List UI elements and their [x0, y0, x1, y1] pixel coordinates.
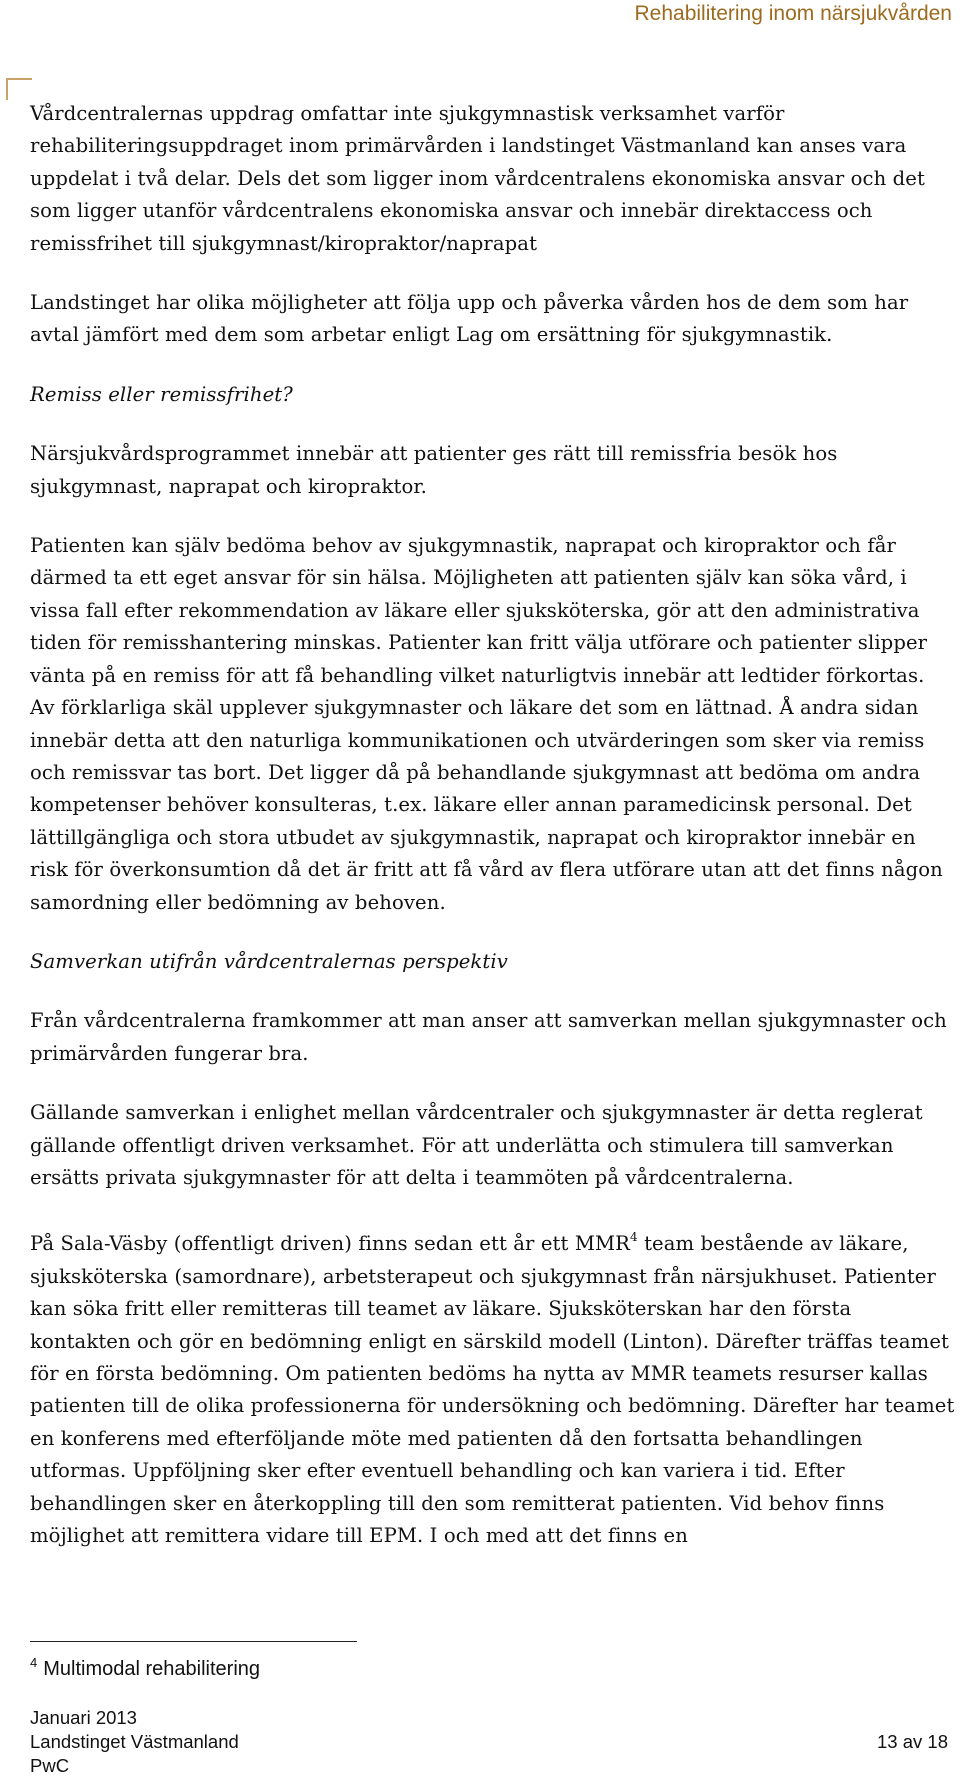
document-body	[30, 98, 955, 1579]
footnote-number: 4	[30, 1655, 38, 1670]
paragraph-2: Landstinget har olika möjligheter att följa upp och påverka vården hos de dem som har avtal jämfört med dem som arbetar enligt Lag om ersättning för sjukgymnastik.	[30, 291, 909, 347]
footnote-reference[interactable]: 4	[630, 1230, 638, 1245]
paragraph-7-start: På Sala-Väsby (offentligt driven) finns sedan ett år ett MMR	[30, 1232, 630, 1256]
running-header: Rehabilitering inom närsjukvården	[634, 2, 952, 25]
paragraph-1: Vårdcentralernas uppdrag omfattar inte sjukgymnastisk verksamhet varför rehabiliteringsuppdraget inom primärvården i landstinget Västmanland kan anses vara uppdelat i två delar. Dels det som ligger inom vårdcentralens ekonomiska ansvar och det som ligger utanför vårdcentralens ekonomiska ansvar och innebär direktaccess och remissfrihet till sjukgymnast/kiropraktor/naprapat	[30, 102, 925, 255]
paragraph-7-rest: team bestående av läkare, sjuksköterska (samordnare), arbetsterapeut och sjukgymnast från närsjukhuset. Patienter kan söka fritt eller remitteras till teamet av läkare. Sjuksköterskan har den första kontakten och gör en bedömning enligt en särskild modell (Linton). Därefter träffas teamet för en första bedömning. Om patienten bedöms ha nytta av MMR teamets resurser kallas patienten till de olika professionerna för undersökning och bedömning. Därefter har teamet en konferens med efterföljande möte med patienten då den fortsatta behandlingen utformas. Uppföljning sker efter eventuell behandling och kan variera i tid. Efter behandlingen sker en återkoppling till den som remitterat patienten. Vid behov finns möjlighet att remittera vidare till EPM. I och med att det finns en	[30, 1232, 955, 1548]
footer-firm: PwC	[30, 1755, 70, 1776]
footnote-text: Multimodal rehabilitering	[43, 1658, 261, 1680]
paragraph-5: Från vårdcentralerna framkommer att man anser att samverkan mellan sjukgymnaster och primärvården fungerar bra.	[30, 1009, 947, 1065]
corner-mark	[6, 78, 32, 100]
heading-samverkan: Samverkan utifrån vårdcentralernas perspektiv	[30, 949, 508, 973]
footer-date: Januari 2013	[30, 1707, 137, 1728]
page-number: 13 av 18	[877, 1731, 948, 1752]
footnote-divider	[30, 1641, 357, 1642]
paragraph-6: Gällande samverkan i enlighet mellan vårdcentraler och sjukgymnaster är detta reglerat gällande offentligt driven verksamhet. För att underlätta och stimulera till samverkan ersätts privata sjukgymnaster för att delta i teammöten på vårdcentralerna.	[30, 1101, 923, 1189]
heading-remiss: Remiss eller remissfrihet?	[30, 382, 293, 406]
paragraph-7	[30, 1221, 955, 1552]
footer-row	[30, 1730, 948, 1754]
footnote	[30, 1648, 260, 1684]
page-footer	[30, 1706, 948, 1778]
paragraph-4: Patienten kan själv bedöma behov av sjukgymnastik, naprapat och kiropraktor och får därmed ta ett eget ansvar för sin hälsa. Möjligheten att patienten själv kan söka vård, i vissa fall efter rekommendation av läkare eller sjuksköterska, gör att den administrativa tiden för remisshantering minskas. Patienter kan fritt välja utförare och patienter slipper vänta på en remiss för att få behandling vilket naturligtvis innebär att ledtider förkortas. Av förklarliga skäl upplever sjukgymnaster och läkare det som en lättnad. Å andra sidan innebär detta att den naturliga kommunikationen och utvärderingen som sker via remiss och remissvar tas bort. Det ligger då på behandlande sjukgymnast att bedöma om andra kompetenser behöver konsulteras, t.ex. läkare eller annan paramedicinsk personal. Det lättillgängliga och stora utbudet av sjukgymnastik, naprapat och kiropraktor innebär en risk för överkonsumtion då det är fritt att få vård av flera utförare utan att det finns någon samordning eller bedömning av behoven.	[30, 534, 943, 914]
paragraph-3: Närsjukvårdsprogrammet innebär att patienter ges rätt till remissfria besök hos sjukgymnast, naprapat och kiropraktor.	[30, 442, 838, 498]
footer-org: Landstinget Västmanland	[30, 1731, 239, 1752]
